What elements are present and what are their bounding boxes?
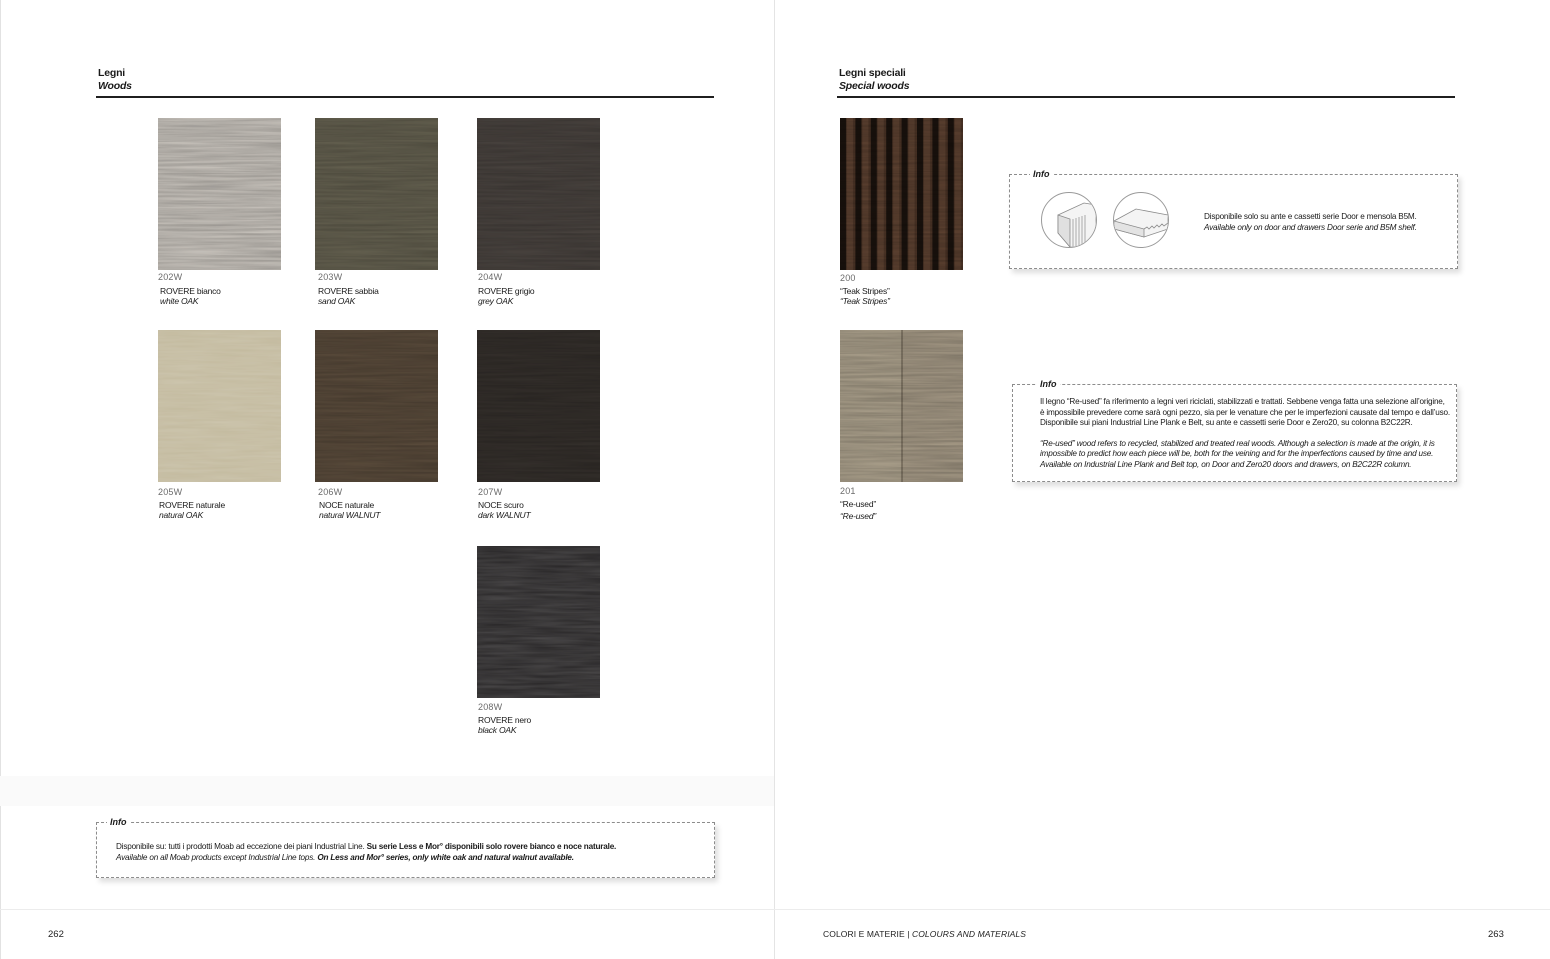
info-text-en-line: “Re-used” wood refers to recycled, stabilized and treated real woods. Although a selection is made at the origin, it is [1040,438,1435,448]
swatch-name-en: grey OAK [478,296,514,306]
swatch-code: 201 [840,486,856,496]
special-woods-section-title [839,67,909,93]
footer-en: COLOURS AND MATERIALS [911,929,1027,939]
swatch-name-it: ROVERE sabbia [318,286,379,296]
swatch-200-teak-stripes[interactable] [840,118,963,270]
swatch-name-en: sand OAK [318,296,356,306]
swatch-name-en: natural WALNUT [319,510,381,520]
swatch-code: 202W [158,272,183,282]
info-text-en-line: impossible to predict how each piece will be, both for the veining and for the imperfections caused by time and use. [1040,449,1434,458]
swatch-name-en: black OAK [478,725,517,735]
swatch-203w[interactable] [315,118,438,270]
swatch-code: 200 [840,273,856,283]
section-rule [837,96,1455,98]
footer-separator: | [907,929,910,939]
info-line-it [116,842,616,853]
swatch-name-it: “Teak Stripes” [840,286,890,296]
swatch-name-it: ROVERE grigio [478,286,535,296]
swatch-name [319,500,380,520]
slatted-panel-edge-icon [1041,192,1097,248]
swatch-code: 204W [478,272,503,282]
swatch-code: 207W [478,487,503,497]
swatch-202w[interactable] [158,118,281,270]
info-text-en: Available only on door and drawers Door serie and B5M shelf. [1204,222,1417,232]
swatch-204w[interactable] [477,118,600,270]
info-text-it: Disponibile su: tutti i prodotti Moab ad eccezione dei piani Industrial Line. [116,842,365,851]
swatch-name-en: natural OAK [159,510,204,520]
page-number-right: 263 [1488,929,1504,940]
footer-it: COLORI E MATERIE [823,929,905,939]
swatch-206w[interactable] [315,330,438,482]
info-text-en-line: Available on Industrial Line Plank and Belt top, on Door and Zero20 doors and drawers, on B2C22R column. [1040,459,1412,469]
info-line-en [116,853,616,864]
swatch-name [840,499,876,521]
re-used-info-box [1012,379,1457,482]
info-text-en: Available on all Moab products except Industrial Line tops. [116,852,316,862]
swatch-name [159,500,225,520]
swatch-name [160,286,221,306]
swatch-201-re-used[interactable] [840,330,963,482]
section-rule [96,96,714,98]
swatch-name-en: “Teak Stripes” [840,296,890,306]
swatch-205w[interactable] [158,330,281,482]
info-text-it-line: Il legno “Re-used” fa riferimento a legni veri riciclati, stabilizzati e trattati. Sebbene venga fatta una selezione all’origine, [1040,397,1445,406]
info-label: Info [1030,168,1053,180]
swatch-code: 205W [158,487,183,497]
section-title-it: Legni [98,67,125,79]
swatch-name [478,715,531,735]
swatch-name [840,286,890,306]
footer-divider [0,909,1550,910]
swatch-name-en: dark WALNUT [478,510,531,520]
woods-section-title [98,67,132,93]
swatch-name-it: ROVERE naturale [159,500,225,510]
info-text [116,842,616,863]
swatch-code: 208W [478,702,503,712]
running-footer [823,929,1026,939]
swatch-name [478,500,530,520]
page-number-left: 262 [48,929,64,940]
info-text-en-bold: On Less and Mor° series, only white oak and natural walnut available. [317,852,574,862]
swatch-name-it: NOCE naturale [319,500,375,510]
section-title-it: Legni speciali [839,67,906,79]
slatted-panel-top-icon [1113,192,1169,248]
swatch-name-en: white OAK [160,296,199,306]
swatch-name [478,286,534,306]
woods-info-box [96,817,715,878]
info-text [1040,397,1450,470]
swatch-name-it: “Re-used” [840,499,876,509]
swatch-name-it: NOCE scuro [478,500,524,510]
swatch-name [318,286,379,306]
spacer [1040,429,1450,439]
info-label: Info [1037,378,1060,390]
swatch-name-en: “Re-used” [840,511,876,521]
info-text-it-bold: Su serie Less e Mor° disponibili solo rovere bianco e noce naturale. [366,842,617,851]
swatch-208w[interactable] [477,546,600,698]
swatch-code: 203W [318,272,343,282]
swatch-name-it: ROVERE bianco [160,286,221,296]
swatch-name-it: ROVERE nero [478,715,532,725]
info-text-it-line: è impossibile prevedere come sarà ogni pezzo, sia per le venature che per le imperfezioni causate dal tempo e dall’uso. [1040,407,1450,417]
info-text-it-line: Disponibile sui piani Industrial Line Plank e Belt, su ante e cassetti serie Door e Zero20, su colonna B2C22R. [1040,418,1413,427]
section-title-en: Woods [98,80,132,92]
info-label: Info [107,816,130,828]
swatch-207w[interactable] [477,330,600,482]
book-spine [774,0,775,959]
page-fold-band [0,776,774,806]
section-title-en: Special woods [839,80,910,92]
swatch-code: 206W [318,487,343,497]
teak-stripes-info-box [1009,169,1458,269]
info-text-it: Disponibile solo su ante e cassetti serie Door e mensola B5M. [1204,212,1417,221]
info-text [1204,212,1417,233]
